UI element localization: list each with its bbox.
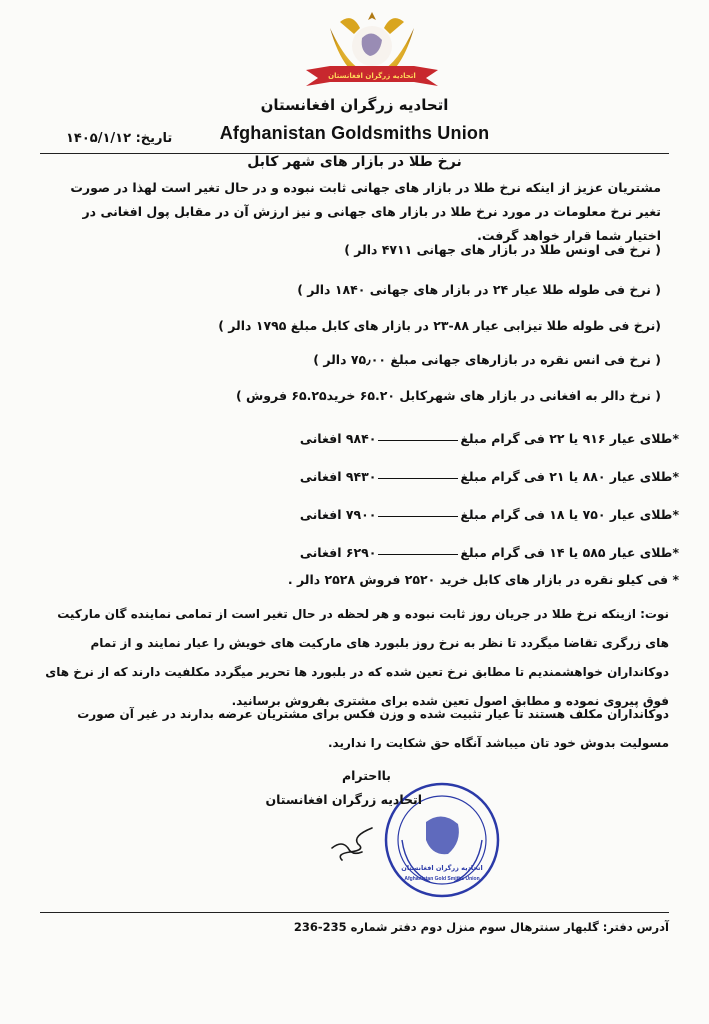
gold-rate-row	[279, 538, 679, 560]
fill-line	[378, 439, 458, 441]
date-label: تاریخ:	[135, 131, 173, 146]
gold-rate-label: *طلای عیار ۸۸۰ یا ۲۱ فی گرام مبلغ	[460, 469, 679, 484]
fill-line	[378, 515, 458, 517]
union-logo	[300, 8, 444, 104]
logo-ribbon-text: اتحادیه زرگران افغانستان	[328, 72, 416, 80]
org-name-persian: اتحادیه زرگران افغانستان	[260, 96, 449, 114]
gold-rate-value: ۹۸۴۰ افغانی	[299, 431, 377, 446]
warning-paragraph: دوکانداران مکلف هستند تا عیار تثبیت شده و وزن فکس برای مشتریان عرضه بدارند در غیر آن صورت مسولیت بدوش خود تان میباشد آنگاه حق شکایت را ندارید.	[77, 707, 669, 750]
gold-rate-label: *طلای عیار ۹۱۶ یا ۲۲ فی گرام مبلغ	[460, 431, 679, 446]
gold-rate-label: *طلای عیار ۵۸۵ یا ۱۴ فی گرام مبلغ	[460, 545, 679, 560]
gold-rate-row	[279, 462, 679, 484]
closing-regards: بااحترام	[341, 768, 391, 783]
fill-line	[378, 477, 458, 479]
org-name-english: Afghanistan Goldsmiths Union	[219, 123, 490, 143]
date-value: ۱۴۰۵/۱/۱۲	[66, 131, 132, 146]
document-title: نرخ طلا در بازار های شهر کابل	[247, 154, 462, 170]
gold-rate-row	[279, 424, 679, 446]
office-address: آدرس دفتر: گلبهار سنترهال سوم منزل دوم دفتر شماره 235-236	[293, 920, 669, 934]
fill-line	[378, 553, 458, 555]
market-line-silver-ounce: ( نرخ فی انس نقره در بازارهای جهانی مبلغ ۷۵٫۰۰ دالر )	[313, 352, 661, 367]
market-line-gold-tola-24: ( نرخ فی طوله طلا عیار ۲۴ در بازار های جهانی ۱۸۴۰ دالر )	[297, 282, 661, 297]
intro-paragraph: مشتریان عزیز از اینکه نرخ طلا در بازار های جهانی ثابت نبوده و در حال تغیر است لهذا در صورت تغیر نرخ معلومات در مورد نرخ طلا در بازار های جهانی و نیز ارزش آن در مقابل پول افغانی در اختیار شما قرار خواهد گرفت.	[70, 180, 661, 243]
gold-rate-value: ۷۹۰۰ افغانی	[299, 507, 377, 522]
date-line	[66, 131, 172, 146]
note-paragraph: نوت: ازینکه نرخ طلا در جریان روز ثابت نبوده و هر لحظه در حال تغیر است از تمامی نماینده گان مارکیت های زرگری تقاضا میگردد تا نظر به نرخ روز بلبورد های مارکیت های خویش را عیار نمایند و از تمام دوکانداران خواهشمندیم تا مطابق نرخ تعین شده که در بلبورد ها تحریر میگردد مکلفیت دارند که از نرخ های فوق پیروی نموده و مطابق اصول تعین شده برای مشتری بفروش برسانید.	[45, 607, 669, 708]
gold-rate-value: ۶۲۹۰ افغانی	[299, 545, 377, 560]
footer-divider	[40, 912, 669, 913]
gold-rate-row	[279, 500, 679, 522]
market-line-gold-tola-kabul: (نرخ فی طوله طلا تیزابی عیار ۸۸-۲۳ در بازار های کابل مبلغ ۱۷۹۵ دالر )	[218, 318, 661, 333]
gold-rate-label: *طلای عیار ۷۵۰ یا ۱۸ فی گرام مبلغ	[460, 507, 679, 522]
silver-kilo-line: * فی کیلو نقره در بازار های کابل خرید ۲۵۲۰ فروش ۲۵۲۸ دالر .	[287, 572, 679, 587]
market-line-dollar-rate: ( نرخ دالر به افغانی در بازار های شهرکابل ۶۵.۲۰ خرید۶۵.۲۵ فروش )	[235, 388, 661, 403]
signature	[322, 818, 392, 868]
closing-org-name: اتحادیه زرگران افغانستان	[265, 792, 422, 807]
stamp-text-english: Afghanistan Gold Smiths Union	[404, 876, 480, 882]
market-line-gold-ounce: ( نرخ فی اونس طلا در بازار های جهانی ۴۷۱۱ دالر )	[344, 242, 661, 257]
stamp-text-persian: اتحادیه زرگران افغانستان	[401, 864, 483, 872]
gold-rate-value: ۹۴۳۰ افغانی	[299, 469, 377, 484]
